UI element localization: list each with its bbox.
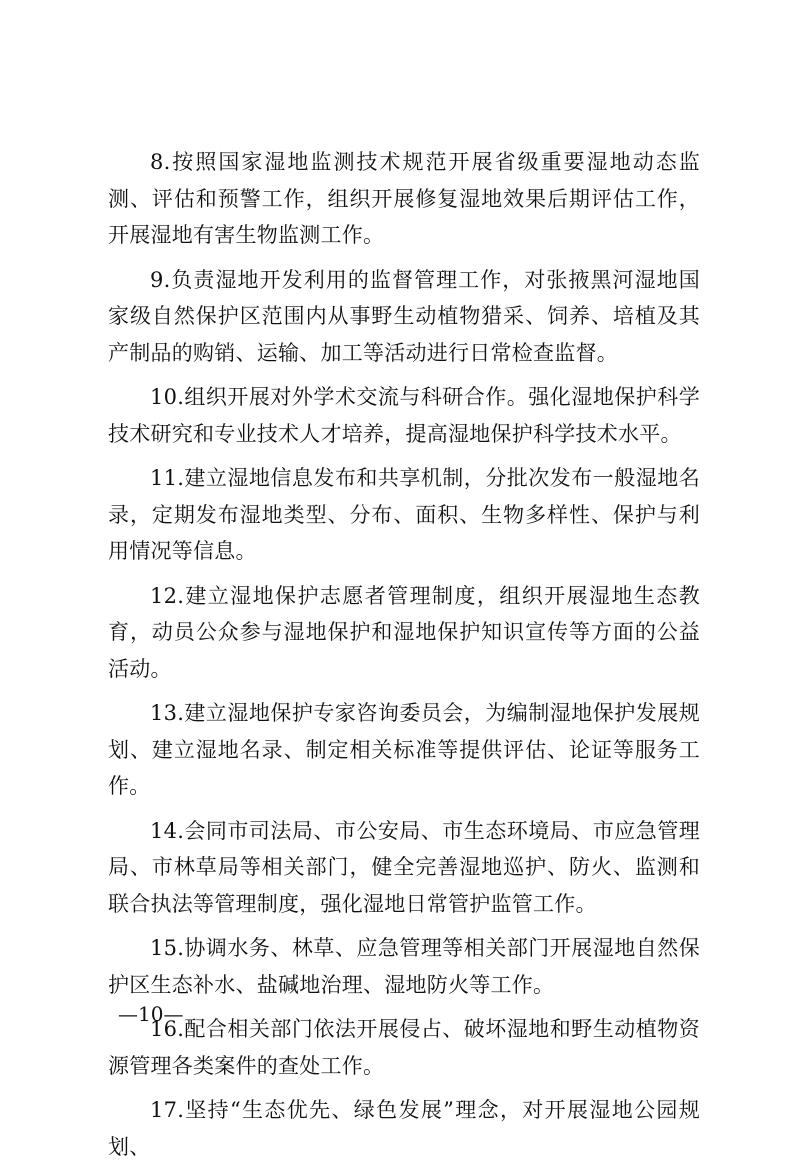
paragraph-item-11: 11.建立湿地信息发布和共享机制，分批次发布一般湿地名录，定期发布湿地类型、分布、面积、生物多样性、保护与利用情况等信息。	[108, 466, 700, 563]
paragraph-item-9: 9.负责湿地开发利用的监督管理工作，对张掖黑河湿地国家级自然保护区范围内从事野生动植物猎采、饲养、培植及其产制品的购销、运输、加工等活动进行日常检查监督。	[108, 267, 700, 365]
paragraph-item-17: 17.坚持“生态优先、绿色发展”理念，对开展湿地公园规划、	[108, 1098, 700, 1159]
paragraph-item-8: 8.按照国家湿地监测技术规范开展省级重要湿地动态监测、评估和预警工作，组织开展修复湿地效果后期评估工作，开展湿地有害生物监测工作。	[108, 150, 700, 247]
paragraph-item-15: 15.协调水务、林草、应急管理等相关部门开展湿地自然保护区生态补水、盐碱地治理、湿地防火等工作。	[108, 936, 700, 997]
paragraph-item-13: 13.建立湿地保护专家咨询委员会，为编制湿地保护发展规划、建立湿地名录、制定相关标准等提供评估、论证等服务工作。	[108, 701, 700, 798]
paragraph-item-16: 16.配合相关部门依法开展侵占、破坏湿地和野生动植物资源管理各类案件的查处工作。	[108, 1017, 700, 1078]
page-number: —10—	[118, 1002, 184, 1026]
paragraph-item-12: 12.建立湿地保护志愿者管理制度，组织开展湿地生态教育，动员公众参与湿地保护和湿地保护知识宣传等方面的公益活动。	[108, 583, 700, 681]
document-body	[108, 144, 700, 1173]
paragraph-item-14: 14.会同市司法局、市公安局、市生态环境局、市应急管理局、市林草局等相关部门，健全完善湿地巡护、防火、监测和联合执法等管理制度，强化湿地日常管护监管工作。	[108, 818, 700, 916]
paragraph-item-10: 10.组织开展对外学术交流与科研合作。强化湿地保护科学技术研究和专业技术人才培养，提高湿地保护科学技术水平。	[108, 385, 700, 446]
